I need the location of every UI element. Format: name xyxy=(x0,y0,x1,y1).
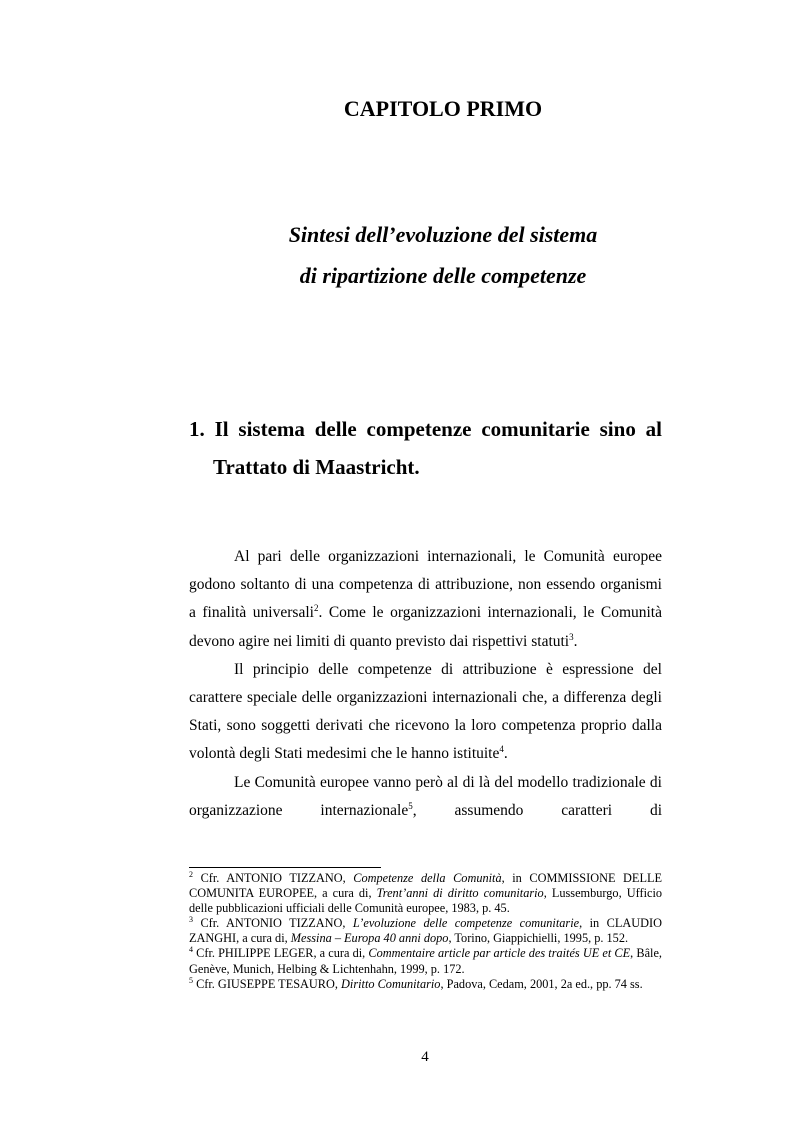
footnote-ref-5[interactable]: 5 xyxy=(408,800,413,811)
footnote-5-text-1: Cfr. GIUSEPPE TESAURO, xyxy=(193,976,342,991)
footnote-5 xyxy=(189,977,662,992)
footnote-2-text-3: , Lussemburgo, Ufficio delle pubblicazioni ufficiali delle Comunità europee, 1983, p. 45. xyxy=(189,886,663,916)
paragraph-1 xyxy=(189,543,662,656)
chapter-subtitle-line-1: Sintesi dell’evoluzione del sistema xyxy=(288,222,598,247)
footnote-4-italic-1: Commentaire article par article des traités UE et CE xyxy=(368,946,631,961)
footnote-2 xyxy=(189,871,662,916)
paragraph-1-text-b: . Come le organizzazioni internazionali, le Comunità devono agire nei limiti di quanto previsto dai rispettivi statuti xyxy=(189,604,662,650)
footnote-3-text-1: Cfr. ANTONIO TIZZANO, xyxy=(193,916,353,931)
page-number: 4 xyxy=(421,1049,429,1065)
footnote-2-text-1: Cfr. ANTONIO TIZZANO, xyxy=(193,871,354,885)
section-heading-line-2: Trattato di Maastricht. xyxy=(213,455,420,479)
chapter-title: CAPITOLO PRIMO xyxy=(343,96,543,121)
chapter-subtitle-line-2: di ripartizione delle competenze xyxy=(299,263,587,288)
footnote-3 xyxy=(189,916,662,946)
paragraph-1-text-c: . xyxy=(573,632,578,650)
footnote-5-text-2: , Padova, Cedam, 2001, 2a ed., pp. 74 ss. xyxy=(440,976,643,991)
footnote-4-number: 4 xyxy=(189,945,193,955)
paragraph-1-text-a: Al pari delle organizzazioni internazionali, le Comunità europee godono soltanto di una competenza di attribuzione, non essendo organismi a finalità universali xyxy=(189,548,662,622)
footnote-2-number: 2 xyxy=(189,869,193,879)
paragraph-2-text-b: . xyxy=(503,745,508,763)
paragraph-2-text-a: Il principio delle competenze di attribuzione è espressione del carattere speciale delle organizzazioni internazionali che, a differenza degli Stati, sono soggetti derivati che ricevono la loro competenza proprio dalla volontà degli Stati medesimi che le hanno istituite xyxy=(189,660,662,763)
footnote-ref-3[interactable]: 3 xyxy=(569,631,574,642)
footnote-2-italic-2: Trent’anni di diritto comunitario xyxy=(376,886,544,901)
footnote-3-italic-1: L’evoluzione delle competenze comunitarie xyxy=(352,916,580,931)
footnote-4-text-1: Cfr. PHILIPPE LEGER, a cura di, xyxy=(193,946,369,961)
footnote-4-text-2: , Bâle, Genève, Munich, Helbing & Lichtenhahn, 1999, p. 172. xyxy=(189,946,662,976)
paragraph-3-text-a: Le Comunità europee vanno però al di là del modello tradizionale di organizzazione internazionale xyxy=(189,773,662,819)
footnote-3-text-3: , Torino, Giappichielli, 1995, p. 152. xyxy=(448,931,629,946)
body-text xyxy=(189,543,662,825)
footnote-3-number: 3 xyxy=(189,915,193,925)
footnote-ref-4[interactable]: 4 xyxy=(499,744,504,755)
paragraph-3 xyxy=(189,769,662,825)
footnote-separator xyxy=(189,867,381,868)
footnote-2-text-2: , in COMMISSIONE DELLE COMUNITA EUROPEE, a cura di, xyxy=(189,871,662,901)
footnote-3-text-2: , in CLAUDIO ZANGHI, a cura di, xyxy=(189,916,662,946)
footnotes xyxy=(189,871,662,992)
footnote-5-italic-1: Diritto Comunitario xyxy=(341,976,441,991)
section-heading-line-1: 1. Il sistema delle competenze comunitarie sino al xyxy=(189,417,662,441)
paragraph-3-text-b: , assumendo caratteri di xyxy=(412,801,662,819)
footnote-3-italic-2: Messina – Europa 40 anni dopo xyxy=(290,931,449,946)
footnote-2-italic-1: Competenze della Comunità xyxy=(353,871,502,885)
paragraph-2 xyxy=(189,656,662,769)
footnote-ref-2[interactable]: 2 xyxy=(313,603,319,614)
footnote-4 xyxy=(189,946,662,976)
section-heading xyxy=(189,410,662,486)
footnote-5-number: 5 xyxy=(189,975,193,985)
